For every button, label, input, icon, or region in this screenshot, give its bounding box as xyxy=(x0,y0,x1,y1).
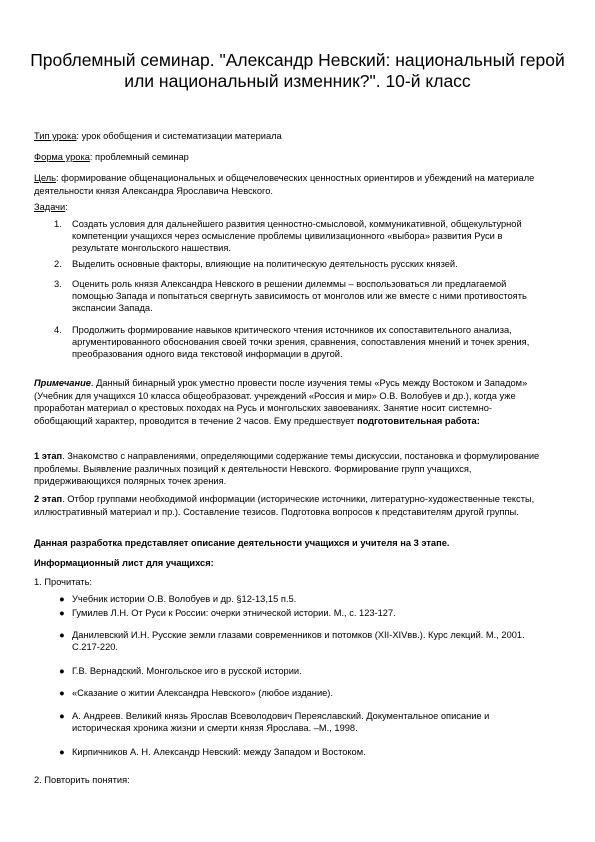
task-item xyxy=(54,324,542,361)
reading-item xyxy=(59,687,540,699)
task-number: 1. 1. xyxy=(54,219,62,229)
bullet-icon: ● xyxy=(59,747,65,757)
note-paragraph xyxy=(34,377,546,427)
bullet-icon: ● xyxy=(59,666,65,676)
reading-text: Данилевский И.Н. Русские земли глазами современников и потомков (XII-XIVвв.). Курс лекций. М., 2001. С.217-220. xyxy=(72,630,525,653)
lesson-form-value: : проблемный семинар xyxy=(89,152,189,162)
goal-paragraph xyxy=(34,172,546,197)
page-title: Проблемный семинар. "Александр Невский: национальный герой или национальный изменник?". 10-й класс xyxy=(30,50,565,91)
reading-item xyxy=(59,665,540,677)
bullet-icon: ● xyxy=(59,594,65,604)
note-text: . Данный бинарный урок уместно провести после изучения темы «Русь между Востоком и Западом» (Учебник для учащихся 10 класса общеобразоват. учреждений «Россия и мир» О.В. Волобуев и др.), когда уже проработан материал о крестовых походах на Русь и монгольских завоеваниях. Занятие носит системно-обобщающий характер, проводится в течение 2 часов. Ему предшествует xyxy=(34,378,528,426)
reading-item xyxy=(59,629,540,653)
stage-2-label: 2 этап xyxy=(34,494,63,504)
note-bold-tail: подготовительная работа: xyxy=(356,415,480,426)
reading-item xyxy=(59,746,540,758)
lesson-form-label: Форма урока xyxy=(34,152,90,162)
summary-text: Данная разработка представляет описание деятельности учащихся и учителя на 3 этапе. xyxy=(34,538,450,548)
reading-text: Гумилев Л.Н. От Руси к России: очерки этнической истории. М., с. 123-127. xyxy=(72,608,396,618)
goal-value: : формирование общенациональных и общечеловеческих ценностных ориентиров и убеждений на материале деятельности князя Александра Ярославича Невского. xyxy=(34,173,535,196)
note-label: Примечание xyxy=(34,378,91,388)
task-text: Продолжить формирование навыков критического чтения источников их сопоставительного анализа, аргументированного обоснования своей точки зрения, сравнения, сопоставления мнений и точек зрения, преобразования одного вида текстовой информации в другой. xyxy=(72,325,530,360)
stage-1-text: . Знакомство с направлениями, определяющими содержание темы дискуссии, постановка и формулирование проблемы. Выявление различных позиций к деятельности Невского. Формирование групп учащихся, придерживающихся полярных точек зрения. xyxy=(34,451,540,486)
info-title-text: Информационный лист для учащихся: xyxy=(34,558,214,568)
stage-1-label: 1 этап xyxy=(34,451,63,461)
reading-text: А. Андреев. Великий князь Ярослав Всеволодович Переяславский. Документальное описание и историческая хроника жизни и смерти князя Ярослава. –М., 1998. xyxy=(72,711,490,734)
task-number: 2. 2. xyxy=(54,259,62,269)
task-number: 3. 3. xyxy=(54,279,62,289)
task-item xyxy=(54,218,542,255)
info-sheet-title xyxy=(34,557,546,570)
reading-text: Учебник истории О.В. Волобуев и др. §12-13,15 п.5. xyxy=(72,594,297,604)
bullet-icon: ● xyxy=(59,630,65,640)
tasks-label: Задачи xyxy=(34,202,66,212)
task-text: Создать условия для дальнейшего развития ценностно-смысловой, коммуникативной, общекультурной компетенции учащихся через осмысление проблемы цивилизационного «выбора» развития Руси в результате монгольского нашествия. xyxy=(72,219,522,254)
stage-1-paragraph xyxy=(34,450,546,488)
reading-item xyxy=(59,710,540,734)
reading-item xyxy=(59,607,540,619)
tasks-colon: : xyxy=(65,202,68,212)
bullet-icon: ● xyxy=(59,608,65,618)
lesson-type-line xyxy=(34,130,546,143)
task-number: 4. 4. xyxy=(54,325,62,335)
lesson-type-value: : урок обобщения и систематизации материала xyxy=(76,131,282,141)
reading-text: Кирпичников А. Н. Александр Невский: между Западом и Востоком. xyxy=(72,747,366,757)
bullet-icon: ● xyxy=(59,711,65,721)
task-item xyxy=(54,258,542,270)
reading-item xyxy=(59,593,540,605)
bullet-icon: ● xyxy=(59,688,65,698)
task-item xyxy=(54,278,542,315)
task-text: Оценить роль князя Александра Невского в решении дилеммы – воспользоваться ли предлагаемой помощью Запада и попытаться свергнуть зависимость от монголов или же вместе с ними противостоять экспансии Запада. xyxy=(72,279,527,314)
reading-text: Г.В. Вернадский. Монгольское иго в русской истории. xyxy=(72,666,302,676)
repeat-label: 2. Повторить понятия: xyxy=(34,775,130,785)
stage-2-paragraph xyxy=(34,493,546,518)
stage-2-text: . Отбор группами необходимой информации (исторические источники, литературно-художественные тексты, иллюстративный материал и пр.). Составление тезисов. Подготовка вопросов к представителям другой группы. xyxy=(34,494,535,517)
read-label: 1. Прочитать: xyxy=(34,577,92,587)
lesson-form-line xyxy=(34,151,546,164)
lesson-type-label: Тип урока xyxy=(34,131,77,141)
goal-label: Цель xyxy=(34,173,57,183)
task-text: Выделить основные факторы, влияющие на политическую деятельность русских князей. xyxy=(72,259,458,269)
summary-line xyxy=(34,537,546,550)
tasks-heading xyxy=(34,201,546,214)
reading-text: «Сказание о житии Александра Невского» (любое издание). xyxy=(72,688,333,698)
